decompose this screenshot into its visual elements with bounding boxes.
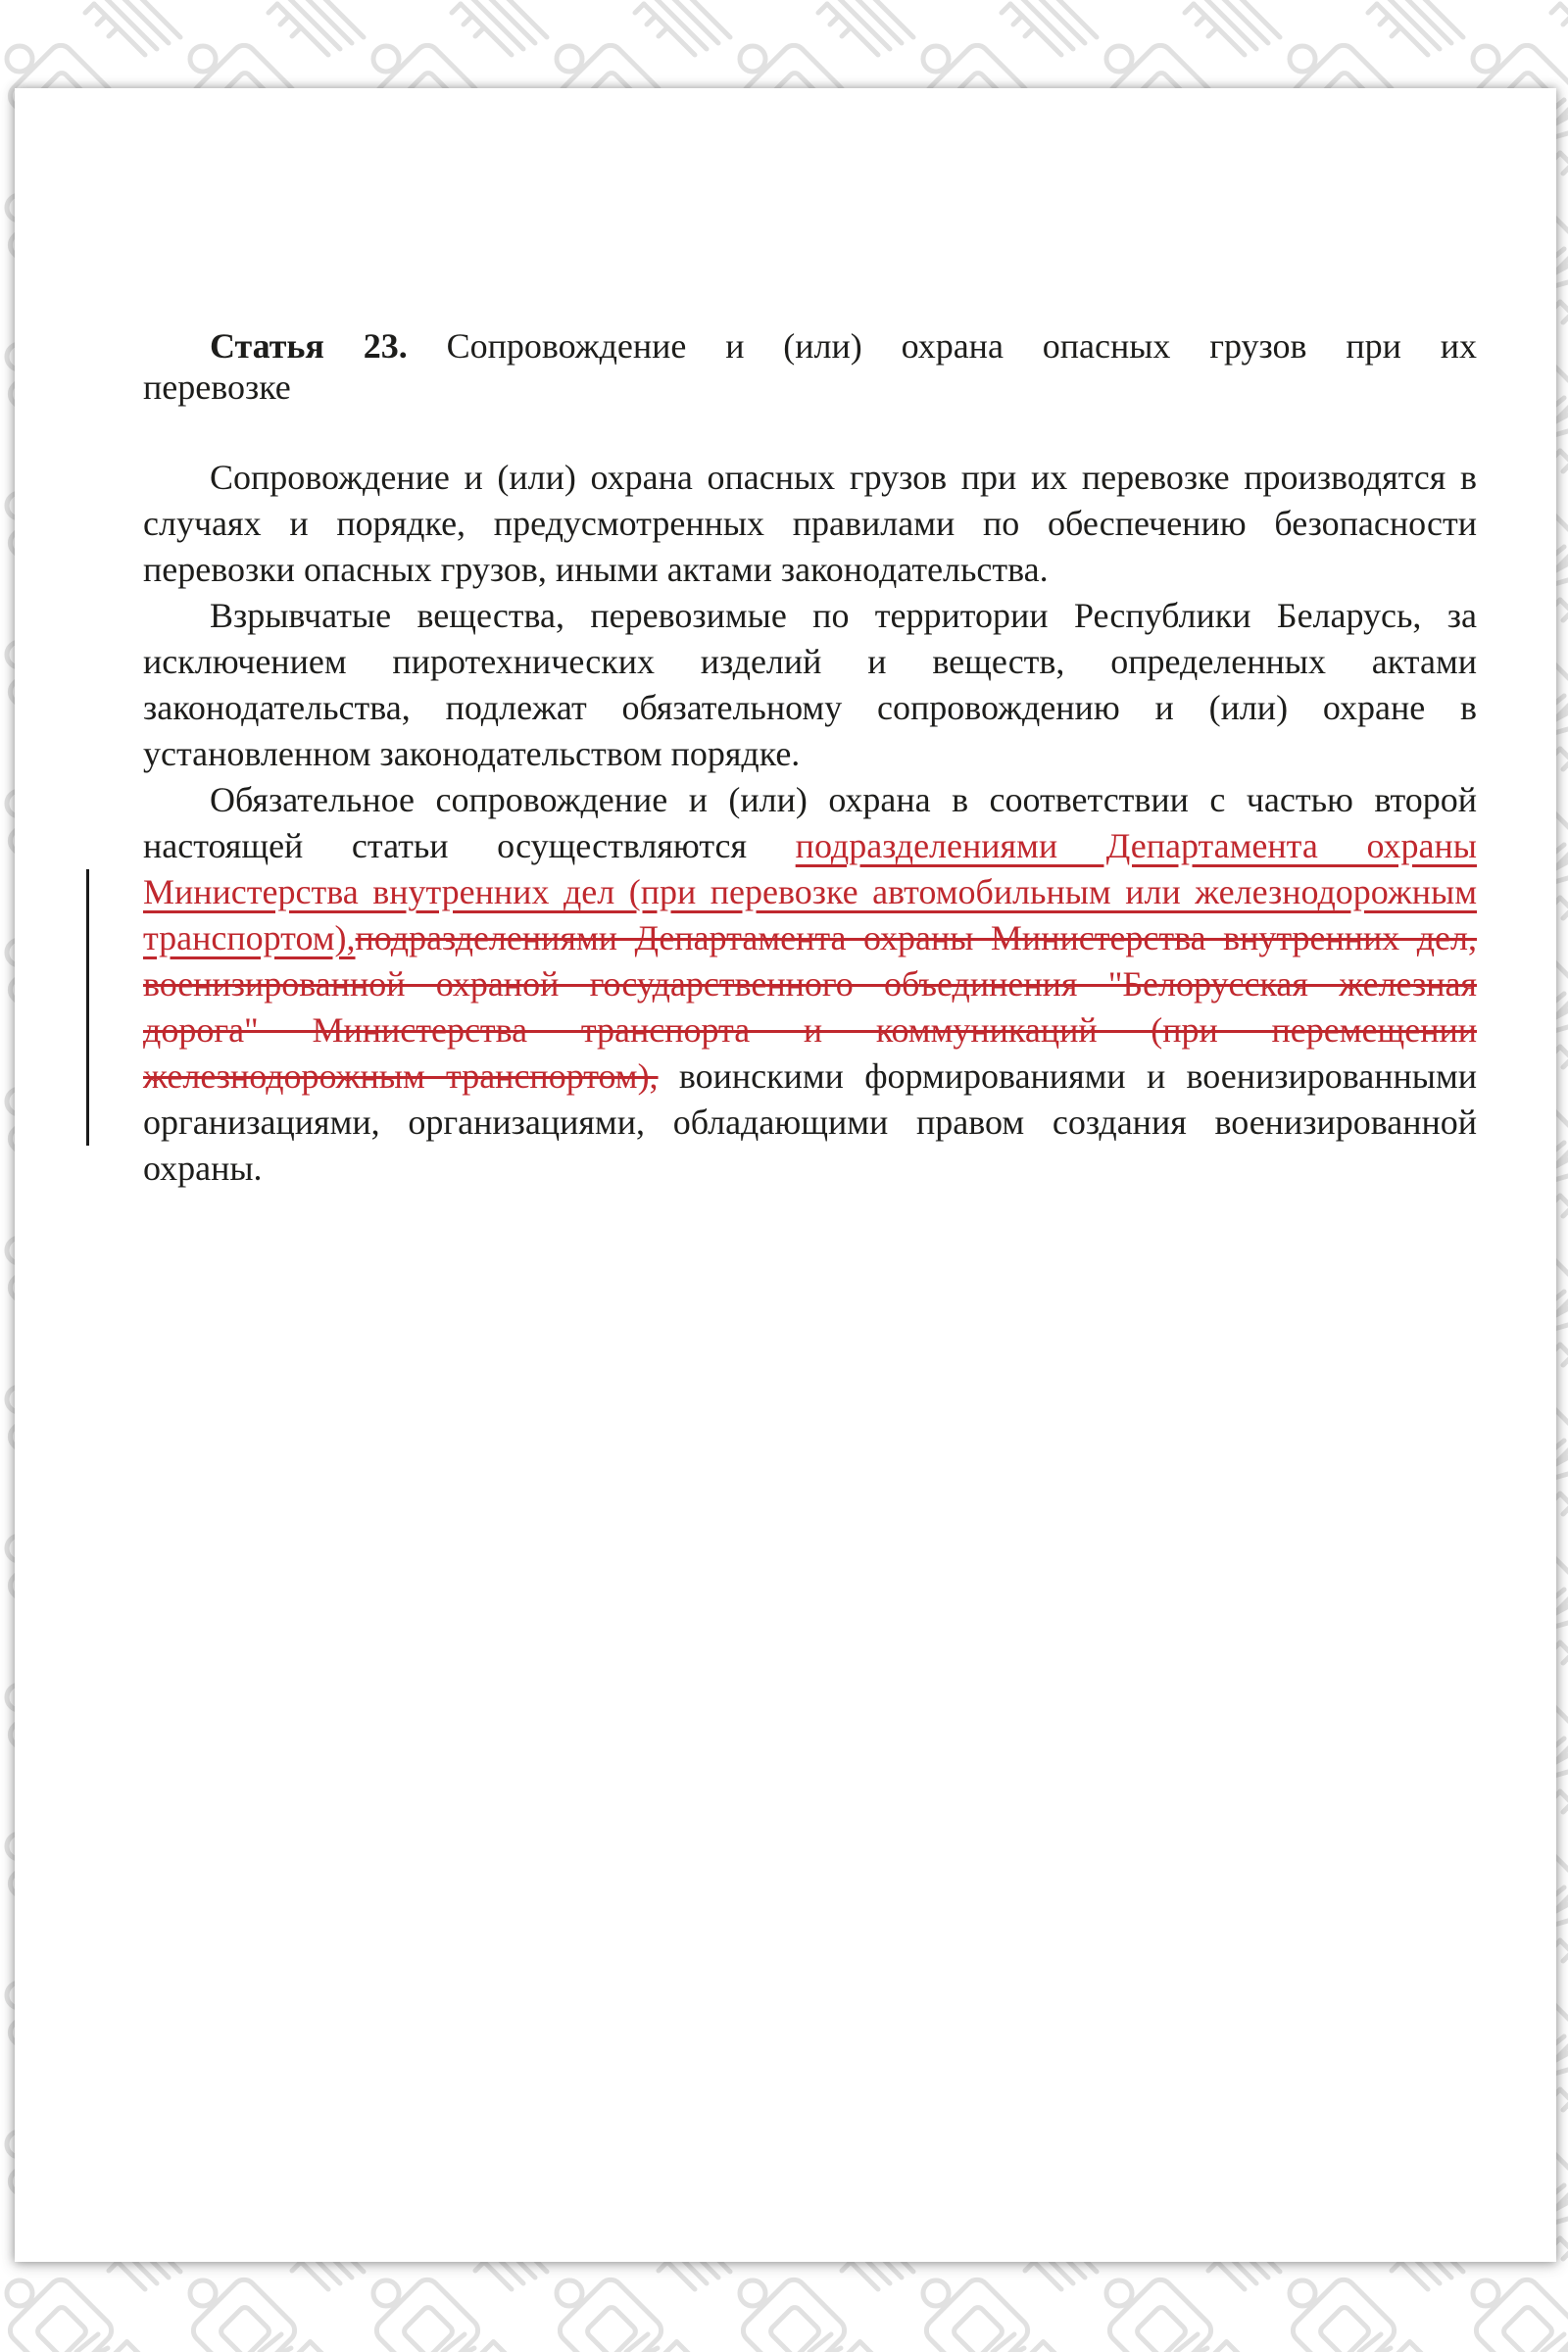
document-page: [15, 88, 1556, 2262]
paragraph-explosive-substances: Взрывчатые вещества, перевозимые по территории Республики Беларусь, за исключением пиротехнических изделий и веществ, определенных актами законодательства, подлежат обязательному сопровождению и (или) охране в установленном законодательством порядке.: [143, 596, 1477, 773]
article-heading: Сопровождение и (или) охрана опасных грузов при их перевозке: [143, 326, 1478, 407]
paragraph-3-run-deleted-text: подразделениями Департамента охраны Министерства внутренних дел, военизированной охраной государственного объединения "Белорусская железная дорога" Министерства транспорта и коммуникаций (при перемещении железнодорожным транспортом),: [143, 918, 1477, 1096]
paragraph-3-run-unchanged-tail: воинскими формированиями и военизированными организациями, организациями, обладающими правом создания военизированной охраны.: [143, 1056, 1477, 1188]
paragraph-3-run-unchanged-lead: Обязательное сопровождение и (или) охрана в соответствии с частью второй настоящей статьи осуществляются: [143, 780, 1477, 865]
paragraph-3-run-inserted-text: подразделениями Департамента охраны Министерства внутренних дел (при перевозке автомобильным или железнодорожным транспортом),: [143, 826, 1477, 957]
document-content: [15, 88, 1556, 2262]
paragraph-accompaniment-rules: Сопровождение и (или) охрана опасных грузов при их перевозке производятся в случаях и порядке, предусмотренных правилами по обеспечению безопасности перевозки опасных грузов, иными актами законодательства.: [143, 458, 1477, 589]
paragraph-mandatory-protection: [143, 777, 1477, 1192]
article-title: [143, 325, 1477, 408]
article-number: Статья 23.: [210, 326, 408, 366]
